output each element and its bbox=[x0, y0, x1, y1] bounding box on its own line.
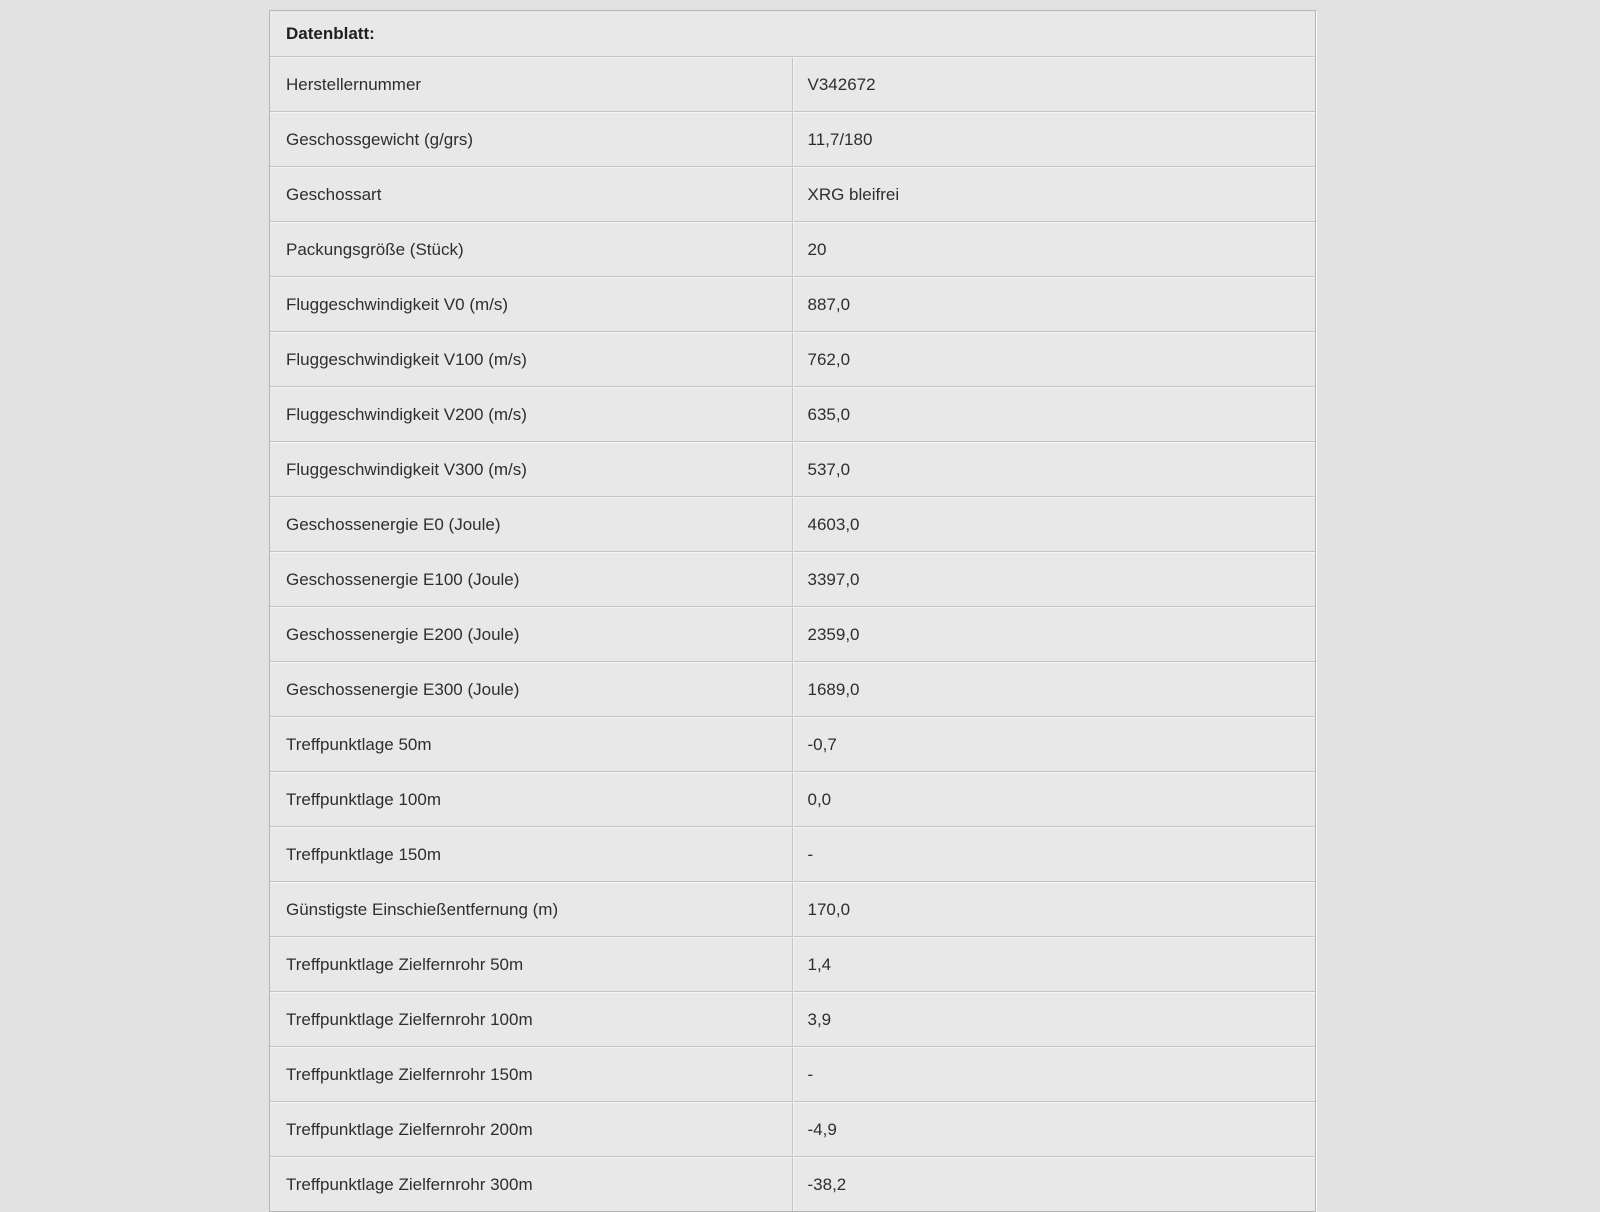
table-row bbox=[270, 112, 1315, 167]
spec-label: Günstigste Einschießentfernung (m) bbox=[270, 882, 793, 937]
spec-value: 3,9 bbox=[793, 992, 1316, 1047]
spec-label: Geschossenergie E200 (Joule) bbox=[270, 607, 793, 662]
table-row bbox=[270, 1102, 1315, 1157]
spec-label: Fluggeschwindigkeit V100 (m/s) bbox=[270, 332, 793, 387]
table-row bbox=[270, 607, 1315, 662]
spec-value: 2359,0 bbox=[793, 607, 1316, 662]
table-row bbox=[270, 1047, 1315, 1102]
spec-value: 4603,0 bbox=[793, 497, 1316, 552]
spec-label: Herstellernummer bbox=[270, 57, 793, 112]
table-row bbox=[270, 992, 1315, 1047]
datasheet-table bbox=[269, 10, 1316, 1212]
spec-label: Fluggeschwindigkeit V0 (m/s) bbox=[270, 277, 793, 332]
spec-value: - bbox=[793, 827, 1316, 882]
spec-label: Treffpunktlage 100m bbox=[270, 772, 793, 827]
table-row bbox=[270, 222, 1315, 277]
spec-value: 1689,0 bbox=[793, 662, 1316, 717]
table-row bbox=[270, 387, 1315, 442]
table-row bbox=[270, 167, 1315, 222]
spec-label: Treffpunktlage Zielfernrohr 200m bbox=[270, 1102, 793, 1157]
spec-label: Treffpunktlage 150m bbox=[270, 827, 793, 882]
table-row bbox=[270, 442, 1315, 497]
spec-value: 1,4 bbox=[793, 937, 1316, 992]
spec-value: V342672 bbox=[793, 57, 1316, 112]
table-row bbox=[270, 497, 1315, 552]
spec-value: -4,9 bbox=[793, 1102, 1316, 1157]
table-row bbox=[270, 827, 1315, 882]
spec-label: Geschossenergie E0 (Joule) bbox=[270, 497, 793, 552]
spec-value: 887,0 bbox=[793, 277, 1316, 332]
spec-value: -0,7 bbox=[793, 717, 1316, 772]
table-row bbox=[270, 662, 1315, 717]
spec-value: 3397,0 bbox=[793, 552, 1316, 607]
table-row bbox=[270, 717, 1315, 772]
table-row bbox=[270, 882, 1315, 937]
datasheet-container bbox=[269, 10, 1316, 1212]
spec-value: 170,0 bbox=[793, 882, 1316, 937]
table-row bbox=[270, 772, 1315, 827]
spec-value: 20 bbox=[793, 222, 1316, 277]
spec-label: Treffpunktlage Zielfernrohr 300m bbox=[270, 1157, 793, 1211]
table-row bbox=[270, 937, 1315, 992]
table-row bbox=[270, 332, 1315, 387]
spec-value: 11,7/180 bbox=[793, 112, 1316, 167]
spec-label: Treffpunktlage 50m bbox=[270, 717, 793, 772]
table-row bbox=[270, 57, 1315, 112]
spec-label: Packungsgröße (Stück) bbox=[270, 222, 793, 277]
table-row bbox=[270, 277, 1315, 332]
spec-label: Geschossart bbox=[270, 167, 793, 222]
spec-label: Treffpunktlage Zielfernrohr 150m bbox=[270, 1047, 793, 1102]
spec-label: Treffpunktlage Zielfernrohr 50m bbox=[270, 937, 793, 992]
spec-value: 635,0 bbox=[793, 387, 1316, 442]
spec-label: Geschossenergie E300 (Joule) bbox=[270, 662, 793, 717]
spec-value: 0,0 bbox=[793, 772, 1316, 827]
spec-value: XRG bleifrei bbox=[793, 167, 1316, 222]
spec-label: Geschossenergie E100 (Joule) bbox=[270, 552, 793, 607]
table-title-row bbox=[270, 11, 1315, 57]
spec-value: - bbox=[793, 1047, 1316, 1102]
table-head bbox=[270, 11, 1315, 57]
spec-label: Fluggeschwindigkeit V200 (m/s) bbox=[270, 387, 793, 442]
spec-label: Geschossgewicht (g/grs) bbox=[270, 112, 793, 167]
table-title: Datenblatt: bbox=[270, 11, 1315, 57]
spec-value: 537,0 bbox=[793, 442, 1316, 497]
table-row bbox=[270, 552, 1315, 607]
spec-value: 762,0 bbox=[793, 332, 1316, 387]
table-body bbox=[270, 57, 1315, 1211]
spec-label: Treffpunktlage Zielfernrohr 100m bbox=[270, 992, 793, 1047]
spec-label: Fluggeschwindigkeit V300 (m/s) bbox=[270, 442, 793, 497]
table-row bbox=[270, 1157, 1315, 1211]
spec-value: -38,2 bbox=[793, 1157, 1316, 1211]
